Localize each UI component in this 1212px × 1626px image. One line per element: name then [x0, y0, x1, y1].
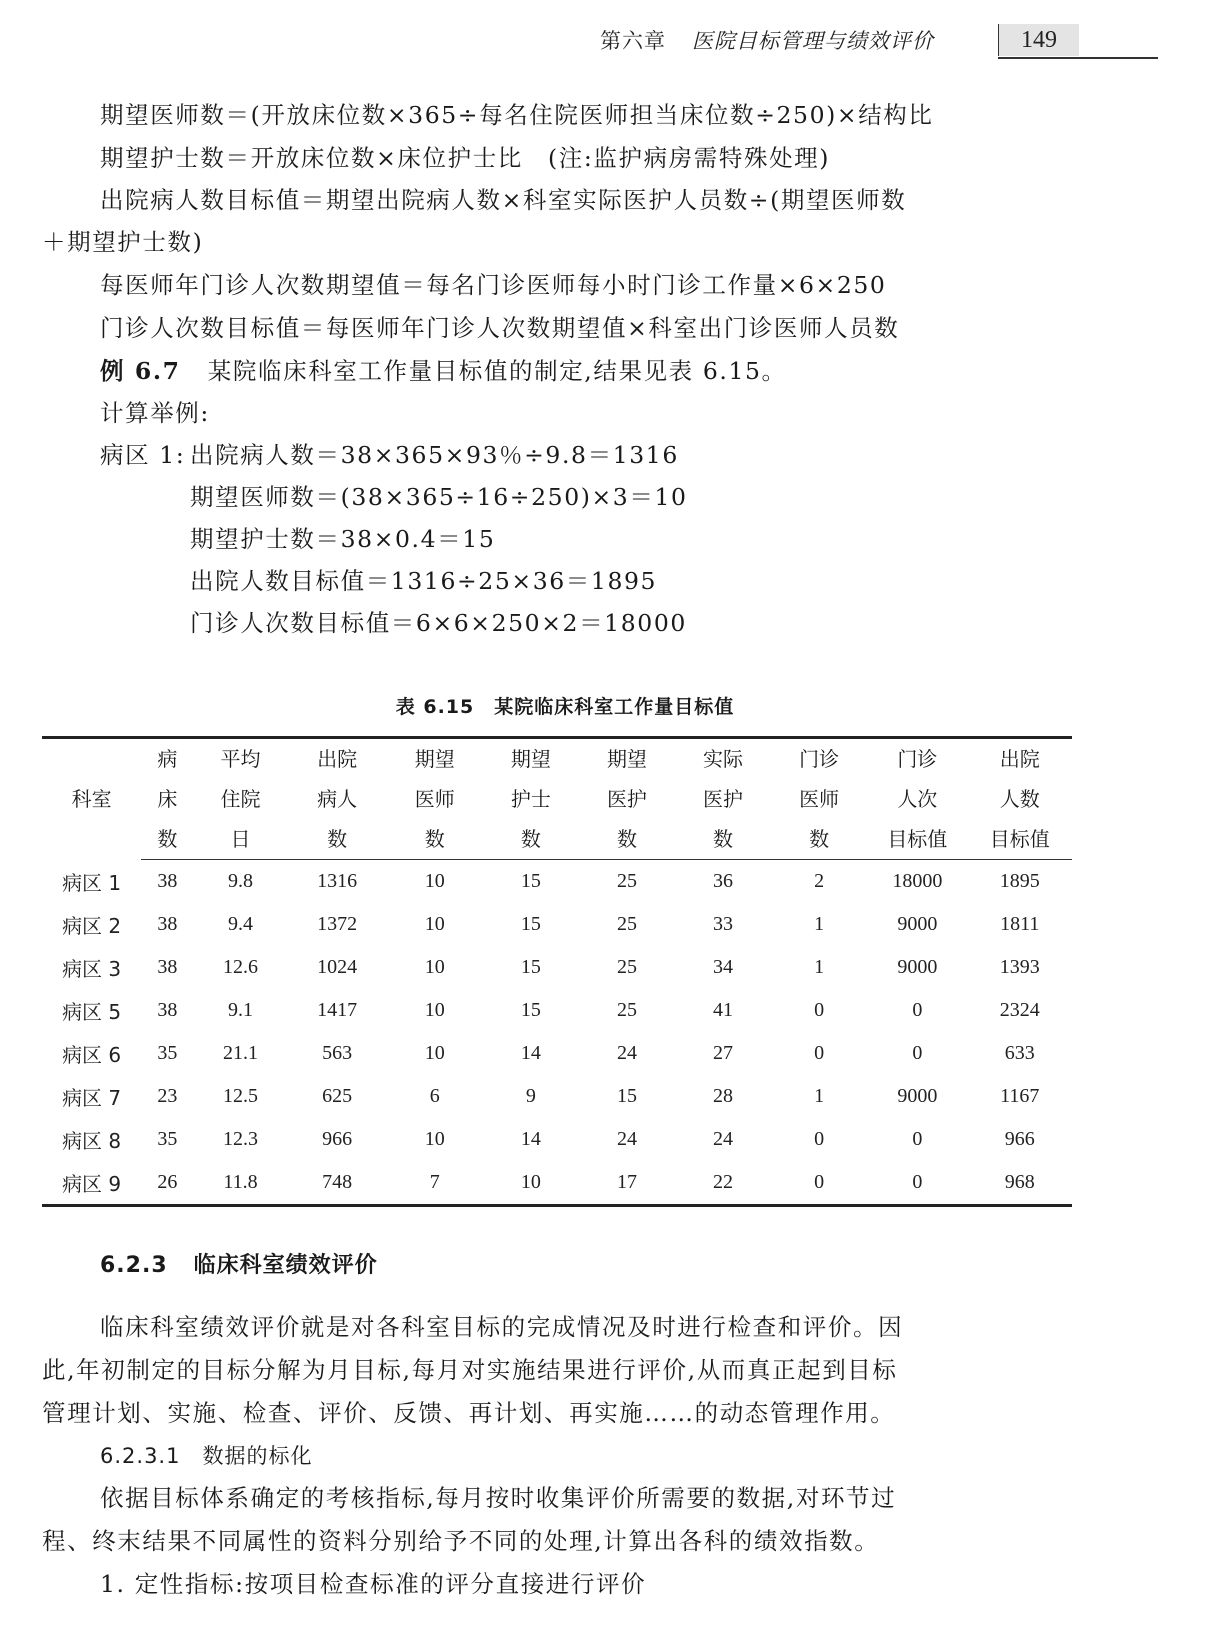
table-cell: 0 — [912, 999, 923, 1021]
column-header: 数 — [287, 819, 386, 860]
table-row — [42, 989, 1072, 1032]
column-header: 出院 — [287, 738, 386, 780]
table-cell: 41 — [713, 999, 734, 1021]
table-cell: 2324 — [999, 999, 1040, 1021]
column-header: 目标值 — [867, 819, 967, 860]
table-row — [42, 903, 1072, 946]
table-cell: 9000 — [897, 1085, 938, 1107]
column-header: 数 — [771, 819, 867, 860]
table-cell: 25 — [616, 870, 637, 892]
table-cell: 38 — [157, 870, 178, 892]
paragraph-line: 1. 定性指标:按项目检查标准的评分直接进行评价 — [100, 1570, 647, 1598]
table-cell: 25 — [616, 913, 637, 935]
paragraph-line: 依据目标体系确定的考核指标,每月按时收集评价所需要的数据,对环节过 — [100, 1484, 897, 1512]
page-number: 149 — [998, 24, 1079, 56]
calc-line: 出院人数目标值＝1316÷25×36＝1895 — [190, 567, 658, 595]
column-header: 医师 — [799, 787, 840, 811]
table-cell: 21.1 — [222, 1042, 258, 1064]
formula-line: 期望医师数＝(开放床位数×365÷每名住院医师担当床位数÷250)×结构比 — [100, 101, 934, 129]
table-cell: 0 — [867, 1161, 967, 1206]
table-cell: 34 — [713, 956, 734, 978]
column-header: 医护 — [703, 787, 744, 811]
table-cell: 12.5 — [222, 1085, 258, 1107]
table-cell: 25 — [616, 956, 637, 978]
table-cell: 6 — [429, 1085, 440, 1107]
table-cell: 28 — [713, 1085, 734, 1107]
table-cell: 24 — [616, 1042, 637, 1064]
calc-line: 门诊人次数目标值＝6×6×250×2＝18000 — [190, 609, 687, 637]
table-cell: 38 — [157, 913, 178, 935]
column-header: 病人 — [317, 787, 358, 811]
table-cell: 0 — [814, 1128, 825, 1150]
example-text: 某院临床科室工作量目标值的制定,结果见表 6.15。 — [207, 357, 787, 385]
table-cell: 2 — [814, 870, 825, 892]
table-cell: 1895 — [999, 870, 1040, 892]
table-cell: 9 — [525, 1085, 536, 1107]
table-cell: 9.4 — [227, 913, 253, 935]
calc-heading: 计算举例: — [100, 399, 210, 427]
table-cell: 966 — [1004, 1128, 1035, 1150]
formula-line: 门诊人次数目标值＝每医师年门诊人次数期望值×科室出门诊医师人员数 — [100, 314, 900, 342]
table-cell: 36 — [713, 870, 734, 892]
table-row — [42, 860, 1072, 904]
table-cell: 15 — [520, 870, 541, 892]
column-header: 出院 — [967, 738, 1072, 780]
header-row — [42, 779, 1072, 819]
table-cell: 968 — [967, 1161, 1072, 1206]
running-header — [600, 22, 934, 58]
table-cell: 10 — [424, 1042, 445, 1064]
table-cell: 7 — [387, 1161, 483, 1206]
table-cell: 0 — [814, 999, 825, 1021]
table-cell: 10 — [424, 956, 445, 978]
table-cell: 35 — [157, 1042, 178, 1064]
table-cell: 633 — [1004, 1042, 1035, 1064]
column-header: 数 — [141, 819, 193, 860]
table-row — [42, 1075, 1072, 1118]
column-header: 平均 — [193, 738, 287, 780]
subsection-heading: 6.2.3.1 数据的标化 — [100, 1444, 313, 1468]
column-header: 数 — [675, 819, 771, 860]
header-row — [42, 738, 1072, 780]
section-number: 6.2.3 — [100, 1253, 168, 1278]
workload-target-table — [42, 736, 1072, 1207]
table-cell: 22 — [675, 1161, 771, 1206]
dept-cell: 病区 1 — [62, 870, 122, 895]
table-caption: 表 6.15 某院临床科室工作量目标值 — [395, 696, 735, 718]
column-header: 目标值 — [967, 819, 1072, 860]
dept-cell: 病区 9 — [42, 1161, 141, 1206]
table-cell: 23 — [157, 1085, 178, 1107]
calc-line: 出院病人数＝38×365×93％÷9.8＝1316 — [190, 441, 679, 469]
paragraph-line: 临床科室绩效评价就是对各科室目标的完成情况及时进行检查和评价。因 — [100, 1313, 904, 1341]
example-line — [100, 352, 787, 386]
dept-cell: 病区 7 — [62, 1086, 122, 1110]
table-cell: 15 — [520, 956, 541, 978]
table-cell: 14 — [520, 1128, 541, 1150]
column-header: 住院 — [220, 787, 261, 811]
table-cell: 0 — [771, 1161, 867, 1206]
table-cell: 12.3 — [222, 1128, 258, 1150]
table-cell: 10 — [483, 1161, 579, 1206]
table-cell: 0 — [912, 1128, 923, 1150]
paragraph-line: 此,年初制定的目标分解为月目标,每月对实施结果进行评价,从而真正起到目标 — [42, 1356, 898, 1384]
column-header: 医护 — [606, 787, 647, 811]
table-cell: 17 — [579, 1161, 675, 1206]
example-label: 例 6.7 — [100, 357, 181, 385]
table-cell: 0 — [814, 1042, 825, 1064]
formula-line: ＋期望护士数) — [42, 228, 204, 256]
column-header: 人数 — [999, 787, 1040, 811]
table-cell: 18000 — [892, 870, 943, 892]
table-cell: 26 — [141, 1161, 193, 1206]
table-cell: 10 — [424, 999, 445, 1021]
paragraph-line: 程、终末结果不同属性的资料分别给予不同的处理,计算出各科的绩效指数。 — [42, 1527, 880, 1555]
column-header: 期望 — [483, 738, 579, 780]
dept-cell: 病区 6 — [62, 1043, 122, 1067]
section-heading — [100, 1248, 378, 1279]
calc-line: 期望护士数＝38×0.4＝15 — [190, 525, 496, 553]
table-cell: 9.8 — [227, 870, 253, 892]
table-cell: 1167 — [1000, 1085, 1040, 1107]
header-rule — [998, 57, 1158, 59]
table-cell: 1316 — [317, 870, 358, 892]
column-header: 床 — [157, 787, 178, 811]
table-cell: 24 — [713, 1128, 734, 1150]
column-header: 数 — [483, 819, 579, 860]
formula-line: 期望护士数＝开放床位数×床位护士比 (注:监护病房需特殊处理) — [100, 144, 831, 172]
column-header: 病 — [141, 738, 193, 780]
table-row — [42, 1032, 1072, 1075]
table-body — [42, 860, 1072, 1206]
column-header: 门诊 — [771, 738, 867, 780]
table-cell: 1372 — [317, 913, 358, 935]
table-cell: 38 — [157, 999, 178, 1021]
table-cell: 1 — [814, 956, 825, 978]
dept-cell: 病区 8 — [62, 1129, 122, 1153]
chapter-label: 第六章 — [600, 29, 666, 53]
table-cell: 966 — [322, 1128, 353, 1150]
table-cell: 1024 — [317, 956, 358, 978]
column-header: 护士 — [510, 787, 551, 811]
formula-line: 每医师年门诊人次数期望值＝每名门诊医师每小时门诊工作量×6×250 — [100, 271, 887, 299]
column-header: 日 — [193, 819, 287, 860]
table-cell: 27 — [713, 1042, 734, 1064]
table-cell: 12.6 — [222, 956, 258, 978]
table-cell: 625 — [322, 1085, 353, 1107]
table-cell: 563 — [322, 1042, 353, 1064]
table-cell: 10 — [424, 1128, 445, 1150]
column-header: 数 — [579, 819, 675, 860]
column-header: 医师 — [414, 787, 455, 811]
table-cell: 14 — [520, 1042, 541, 1064]
header-row — [42, 819, 1072, 860]
column-header: 门诊 — [867, 738, 967, 780]
table-cell: 1 — [814, 913, 825, 935]
formula-line: 出院病人数目标值＝期望出院病人数×科室实际医护人员数÷(期望医师数 — [100, 186, 907, 214]
column-header: 期望 — [579, 738, 675, 780]
table-cell: 15 — [520, 999, 541, 1021]
paragraph-line: 管理计划、实施、检查、评价、反馈、再计划、再实施……的动态管理作用。 — [42, 1399, 896, 1427]
table-cell: 38 — [157, 956, 178, 978]
table-cell: 748 — [287, 1161, 386, 1206]
table-cell: 15 — [520, 913, 541, 935]
section-title: 临床科室绩效评价 — [193, 1253, 378, 1278]
column-header: 实际 — [675, 738, 771, 780]
table-cell: 10 — [424, 870, 445, 892]
table-cell: 24 — [616, 1128, 637, 1150]
column-header: 人次 — [897, 787, 938, 811]
calc-line: 期望医师数＝(38×365÷16÷250)×3＝10 — [190, 483, 688, 511]
table-cell: 9.1 — [227, 999, 253, 1021]
dept-cell: 病区 2 — [62, 914, 122, 938]
table-cell: 10 — [424, 913, 445, 935]
table-cell: 25 — [616, 999, 637, 1021]
table-cell: 1393 — [999, 956, 1040, 978]
table-cell: 1 — [814, 1085, 825, 1107]
table-cell: 33 — [713, 913, 734, 935]
table-cell: 9000 — [897, 956, 938, 978]
table-row — [42, 946, 1072, 989]
dept-cell: 病区 5 — [62, 1000, 122, 1024]
table-cell: 35 — [157, 1128, 178, 1150]
ward-label: 病区 1: — [100, 441, 186, 469]
table-cell: 9000 — [897, 913, 938, 935]
table-cell: 15 — [616, 1085, 637, 1107]
table-row — [42, 1161, 1072, 1206]
table-cell: 1417 — [317, 999, 358, 1021]
column-header-dept: 科室 — [42, 738, 141, 860]
dept-cell: 病区 3 — [62, 957, 122, 981]
column-header: 期望 — [387, 738, 483, 780]
table-cell: 1811 — [1000, 913, 1040, 935]
table-row — [42, 1118, 1072, 1161]
chapter-title: 医院目标管理与绩效评价 — [692, 29, 934, 53]
table-cell: 11.8 — [193, 1161, 287, 1206]
column-header: 数 — [387, 819, 483, 860]
table-cell: 0 — [912, 1042, 923, 1064]
